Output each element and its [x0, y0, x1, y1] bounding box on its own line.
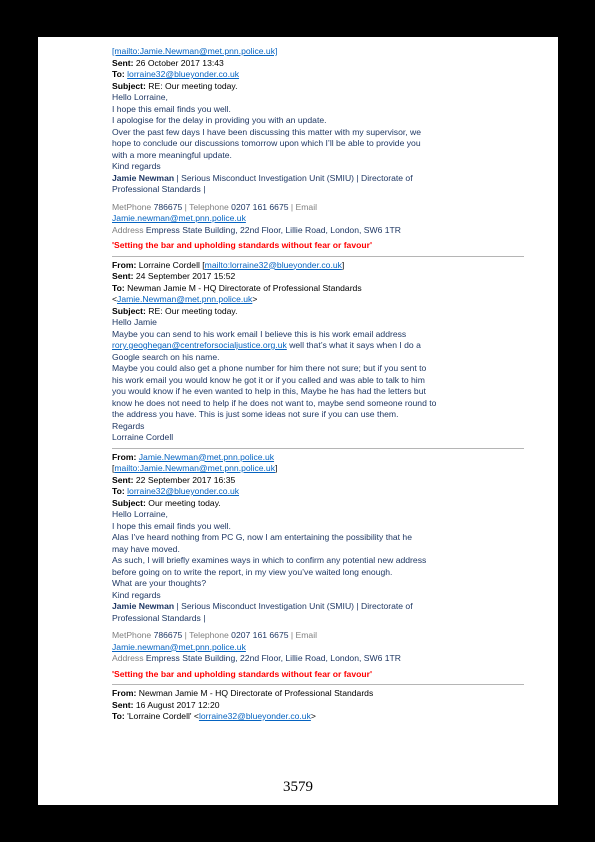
signature-name: Jamie Newman — [112, 601, 175, 611]
body-line: I apologise for the delay in providing you with an update. — [112, 115, 327, 125]
email-body-2 — [112, 317, 524, 444]
angle-bracket: < — [112, 294, 118, 304]
motto: 'Setting the bar and upholding standards without fear or favour' — [112, 668, 372, 679]
to-label: To: — [112, 711, 125, 721]
mailto-link[interactable]: mailto:Jamie.Newman@met.pnn.police.uk — [114, 463, 276, 473]
page-number: 3579 — [283, 779, 313, 795]
to-label: To: — [112, 69, 125, 79]
email-header-2 — [112, 260, 524, 318]
address-value: Empress State Building, 22nd Floor, Lillie Road, London, SW6 1TR — [143, 653, 402, 663]
body-line: Hello Lorraine, — [112, 92, 168, 102]
telephone-label: | Telephone — [184, 201, 229, 212]
to-email-link[interactable]: lorraine32@blueyonder.co.uk — [127, 486, 240, 496]
body-line: Maybe you could also get a phone number for him there not sure; but if you sent to — [112, 363, 427, 373]
signature-unit: | Serious Misconduct Investigation Unit (SMIU) | Directorate of — [174, 601, 413, 611]
telephone-label: | Telephone — [184, 630, 229, 640]
document-page — [38, 37, 558, 805]
subject-value: Our meeting today. — [145, 497, 221, 508]
from-label: From: — [112, 259, 137, 270]
from-email-link[interactable]: Jamie.Newman@met.pnn.police.uk — [138, 451, 275, 462]
metphone-label: MetPhone — [112, 201, 152, 212]
signature-unit-cont: Professional Standards | — [112, 612, 206, 623]
body-line: Hello Lorraine, — [112, 509, 168, 519]
email-thread — [112, 46, 524, 723]
angle-bracket: > — [252, 294, 258, 304]
sent-value: 16 August 2017 12:20 — [133, 699, 220, 710]
email-label: | Email — [290, 201, 318, 212]
body-line: Hello Jamie — [112, 317, 157, 327]
body-line: the address you have. This is just some ideas not sure if you can use them. — [112, 409, 399, 419]
body-line: Google search on his name. — [112, 351, 220, 362]
metphone-label: MetPhone — [112, 630, 152, 640]
subject-label: Subject: — [112, 305, 146, 316]
body-line: Kind regards — [112, 161, 161, 171]
email-header-4 — [112, 688, 524, 723]
sent-value: 26 October 2017 13:43 — [135, 57, 224, 68]
divider — [112, 256, 524, 257]
signature-email-link[interactable]: Jamie.newman@met.pnn.police.uk — [112, 641, 246, 652]
signature-name: Jamie Newman — [112, 172, 175, 183]
bracket: ] — [341, 259, 345, 270]
from-mailto-link[interactable]: mailto:lorraine32@blueyonder.co.uk — [204, 259, 342, 270]
from-label: From: — [112, 688, 137, 698]
body-line: I hope this email finds you well. — [112, 103, 231, 114]
metphone-value: 786675 — [151, 201, 185, 212]
bracket: [ — [112, 463, 115, 473]
body-line: Over the past few days I have been discussing this matter with my supervisor, we — [112, 126, 422, 137]
body-line: What are your thoughts? — [112, 578, 207, 588]
body-line: Regards — [112, 420, 145, 431]
body-line: I hope this email finds you well. — [112, 520, 231, 531]
from-label: From: — [112, 451, 137, 462]
body-line: hope to conclude our discussions tomorrow upon which I’ll be able to provide you — [112, 138, 421, 148]
body-line: Kind regards — [112, 589, 161, 600]
signature-email-link[interactable]: Jamie.newman@met.pnn.police.uk — [112, 213, 246, 223]
email-header-1 — [112, 46, 524, 92]
body-line: know he does not need to help if he does not want to, maybe send someone round to — [112, 397, 437, 408]
from-value: Newman Jamie M - HQ Directorate of Professional Standards — [136, 688, 374, 698]
signature-unit-cont: Professional Standards | — [112, 184, 206, 194]
body-line: Lorraine Cordell — [112, 432, 174, 442]
mailto-link[interactable]: [mailto:Jamie.Newman@met.pnn.police.uk] — [112, 46, 278, 56]
body-line: As such, I will briefly examines ways in which to confirm any potential new address — [112, 555, 427, 565]
address-label: Address — [112, 224, 144, 235]
signature-unit: | Serious Misconduct Investigation Unit (SMIU) | Directorate of — [174, 172, 413, 183]
telephone-value: 0207 161 6675 — [228, 201, 291, 212]
sent-label: Sent: — [112, 474, 134, 485]
divider — [112, 448, 524, 449]
telephone-value: 0207 161 6675 — [228, 630, 291, 640]
subject-label: Subject: — [112, 80, 146, 91]
sent-label: Sent: — [112, 699, 134, 710]
divider — [112, 684, 524, 685]
email-body-1 — [112, 92, 524, 173]
body-line: his work email you would know he got it or if you called and was able to talk to him — [112, 374, 425, 385]
from-name: Lorraine Cordell [ — [136, 259, 205, 270]
sent-label: Sent: — [112, 271, 134, 281]
subject-label: Subject: — [112, 497, 146, 508]
body-line: before going on to write the report, in my view you’ve waited long enough. — [112, 566, 393, 577]
signature-1 — [112, 173, 524, 252]
body-line: Maybe you can send to his work email I believe this is his work email address — [112, 328, 407, 339]
body-line: well that’s what it says when I do a — [286, 340, 421, 350]
email-header-3 — [112, 452, 524, 510]
body-line: you would know if he even wanted to help in this, Maybe he has had the letters but — [112, 386, 426, 396]
to-email-link[interactable]: lorraine32@blueyonder.co.uk — [198, 711, 311, 721]
sent-value: 22 September 2017 16:35 — [133, 474, 236, 485]
address-value: Empress State Building, 22nd Floor, Lillie Road, London, SW6 1TR — [143, 224, 402, 235]
to-label: To: — [112, 486, 125, 496]
email-label: | Email — [290, 630, 318, 640]
body-line: Alas I’ve heard nothing from PC G, now I am entertaining the possibility that he — [112, 532, 412, 542]
subject-value: RE: Our meeting today. — [145, 305, 238, 316]
metphone-value: 786675 — [151, 630, 185, 640]
bracket: ] — [275, 463, 278, 473]
to-email-link[interactable]: Jamie.Newman@met.pnn.police.uk — [117, 294, 253, 304]
email-body-3 — [112, 509, 524, 601]
sent-label: Sent: — [112, 57, 134, 68]
address-label: Address — [112, 653, 144, 663]
to-email-link[interactable]: lorraine32@blueyonder.co.uk — [127, 69, 240, 79]
signature-3 — [112, 601, 524, 680]
motto: 'Setting the bar and upholding standards without fear or favour' — [112, 240, 372, 250]
to-label: To: — [112, 282, 125, 293]
angle-bracket: > — [310, 711, 316, 721]
sent-value: 24 September 2017 15:52 — [133, 271, 236, 281]
to-name: 'Lorraine Cordell' < — [124, 711, 199, 721]
to-value: Newman Jamie M - HQ Directorate of Professional Standards — [124, 282, 362, 293]
body-line: may have moved. — [112, 543, 180, 554]
work-email-link[interactable]: rory.geoghegan@centreforsocialjustice.org.uk — [112, 340, 287, 350]
subject-value: RE: Our meeting today. — [148, 80, 238, 91]
body-line: with a more meaningful update. — [112, 149, 232, 160]
